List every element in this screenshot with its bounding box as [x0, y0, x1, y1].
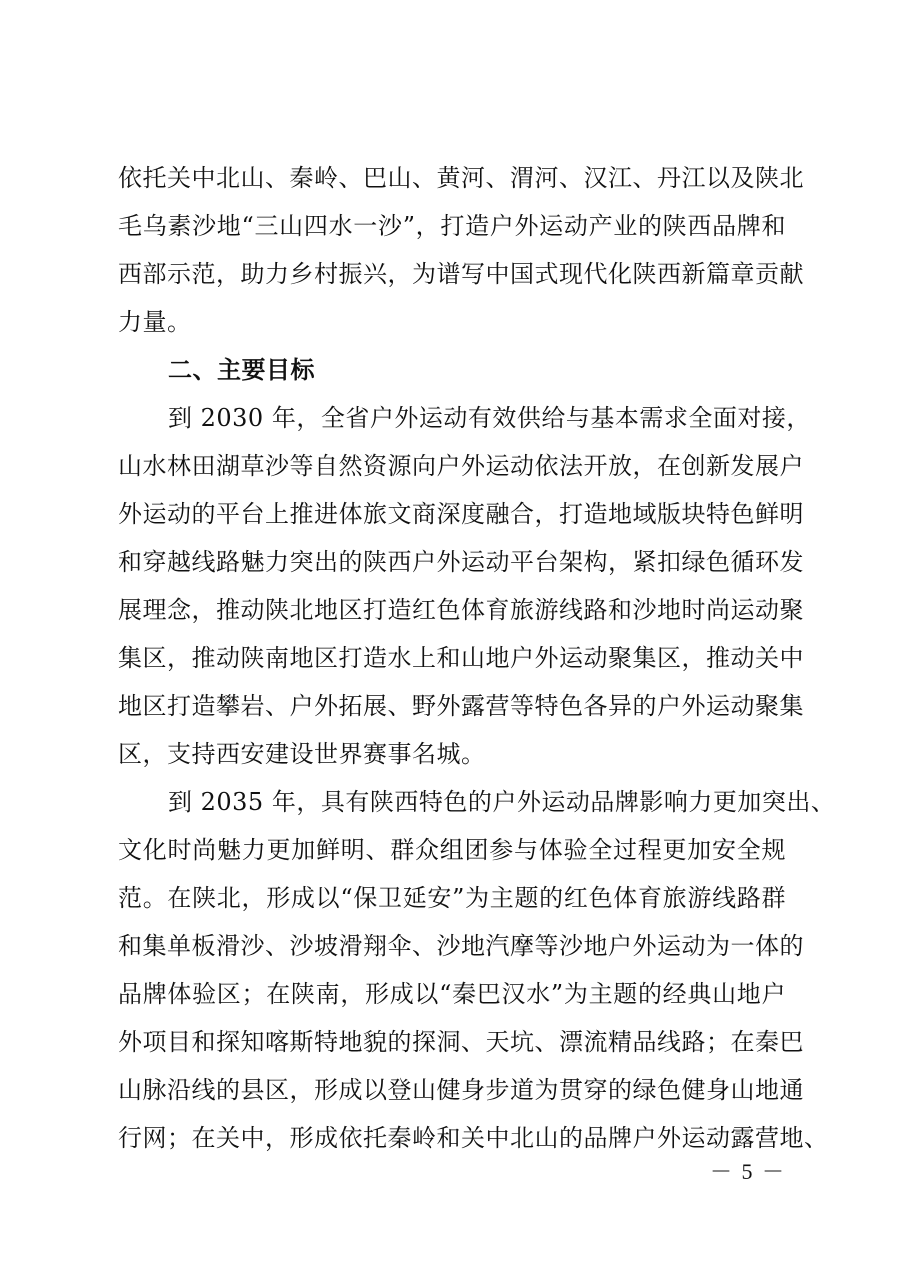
section-heading: 二、主要目标	[168, 356, 315, 384]
text-line: 到 2035 年，具有陕西特色的户外运动品牌影响力更加突出、	[168, 788, 836, 816]
text-line: 区，支持西安建设世界赛事名城。	[118, 740, 486, 768]
text-line: 文化时尚魅力更加鲜明、群众组团参与体验全过程更加安全规	[118, 836, 786, 864]
paragraph-2030-goals	[118, 394, 811, 778]
text-line: 外项目和探知喀斯特地貌的探洞、天坑、漂流精品线路；在秦巴	[118, 1028, 804, 1056]
text-line: 集区，推动陕南地区打造水上和山地户外运动聚集区，推动关中	[118, 644, 804, 672]
text-line: 到 2030 年，全省户外运动有效供给与基本需求全面对接，	[168, 404, 811, 432]
text-line: 范。在陕北，形成以“保卫延安”为主题的红色体育旅游线路群	[118, 884, 786, 912]
text-line: 行网；在关中，形成依托秦岭和关中北山的品牌户外运动露营地、	[118, 1124, 829, 1152]
text-line: 品牌体验区；在陕南，形成以“秦巴汉水”为主题的经典山地户	[118, 980, 786, 1008]
document-body	[118, 154, 836, 1162]
intro-paragraph	[118, 154, 804, 346]
text-line: 依托关中北山、秦岭、巴山、黄河、渭河、汉江、丹江以及陕北	[118, 164, 804, 192]
text-line: 山水林田湖草沙等自然资源向户外运动依法开放，在创新发展户	[118, 452, 804, 480]
text-line: 地区打造攀岩、户外拓展、野外露营等特色各异的户外运动聚集	[118, 692, 804, 720]
text-line: 力量。	[118, 308, 192, 336]
text-line: 和穿越线路魅力突出的陕西户外运动平台架构，紧扣绿色循环发	[118, 548, 804, 576]
text-line: 外运动的平台上推进体旅文商深度融合，打造地域版块特色鲜明	[118, 500, 804, 528]
text-line: 和集单板滑沙、沙坡滑翔伞、沙地汽摩等沙地户外运动为一体的	[118, 932, 804, 960]
text-line: 毛乌素沙地“三山四水一沙”，打造户外运动产业的陕西品牌和	[118, 212, 786, 240]
text-line: 西部示范，助力乡村振兴，为谱写中国式现代化陕西新篇章贡献	[118, 260, 804, 288]
page-number: － 5 －	[709, 1159, 786, 1184]
paragraph-2035-goals	[118, 778, 836, 1162]
text-line: 展理念，推动陕北地区打造红色体育旅游线路和沙地时尚运动聚	[118, 596, 804, 624]
text-line: 山脉沿线的县区，形成以登山健身步道为贯穿的绿色健身山地通	[118, 1076, 804, 1104]
